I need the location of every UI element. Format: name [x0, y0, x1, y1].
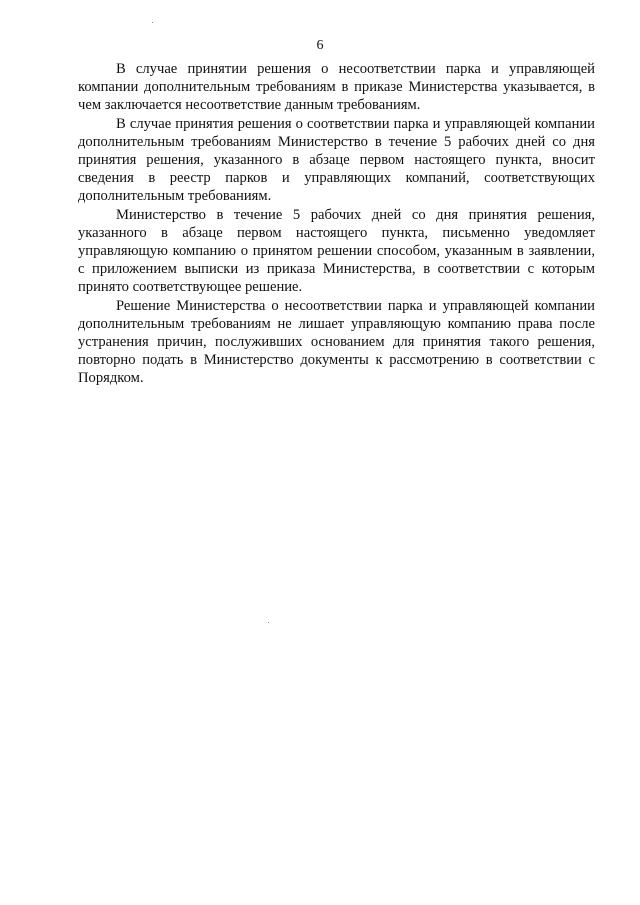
paragraph-2: В случае принятия решения о соответствии парка и управляющей компании дополнительным требованиям Министерство в течение 5 рабочих дней со дня принятия решения, указанного в абзаце первом настоящего пункта, вносит сведения в реестр парков и управляющих компаний, соответствующих дополнительным требованиям.	[78, 115, 595, 205]
paragraph-3: Министерство в течение 5 рабочих дней со дня принятия решения, указанного в абзаце первом настоящего пункта, письменно уведомляет управляющую компанию о принятом решении способом, указанным в заявлении, с приложением выписки из приказа Министерства, в соответствии с которым принято соответствующее решение.	[78, 206, 595, 296]
scan-speck	[152, 22, 153, 23]
scan-speck	[268, 622, 269, 623]
paragraph-4: Решение Министерства о несоответствии парка и управляющей компании дополнительным требованиям не лишает управляющую компанию права после устранения причин, послуживших основанием для принятия такого решения, повторно подать в Министерство документы к рассмотрению в соответствии с Порядком.	[78, 297, 595, 387]
paragraph-1: В случае принятии решения о несоответствии парка и управляющей компании дополнительным требованиям в приказе Министерства указывается, в чем заключается несоответствие данным требованиям.	[78, 61, 595, 114]
document-body	[78, 60, 595, 388]
page-number: 6	[316, 38, 324, 53]
